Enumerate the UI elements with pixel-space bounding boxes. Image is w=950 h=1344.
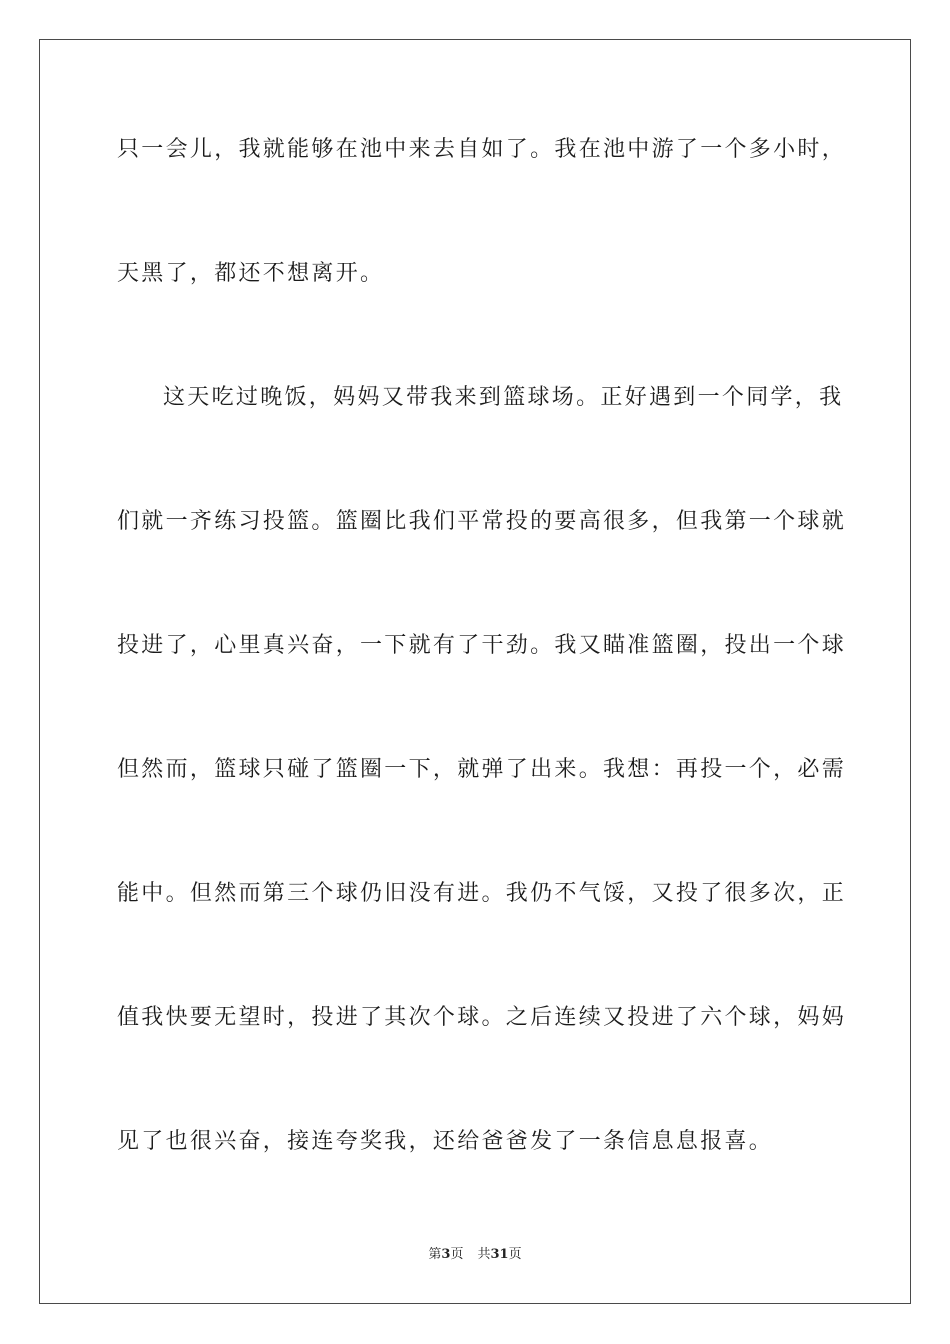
text-line-8: 值我快要无望时，投进了其次个球。之后连续又投进了六个球，妈妈 xyxy=(117,1005,847,1030)
text-line-2: 天黑了，都还不想离开。 xyxy=(117,261,385,286)
page-border xyxy=(39,39,911,1304)
page-footer xyxy=(0,1246,950,1264)
text-line-3: 这天吃过晚饭，妈妈又带我来到篮球场。正好遇到一个同学，我 xyxy=(163,385,844,410)
text-line-1: 只一会儿，我就能够在池中来去自如了。我在池中游了一个多小时， xyxy=(117,137,847,162)
total-prefix: 共 xyxy=(477,1247,491,1262)
text-line-7: 能中。但然而第三个球仍旧没有进。我仍不气馁，又投了很多次，正 xyxy=(117,881,847,906)
text-line-4: 们就一齐练习投篮。篮圈比我们平常投的要高很多，但我第一个球就 xyxy=(117,509,847,534)
page-prefix: 第 xyxy=(428,1247,442,1262)
page-number: 3 xyxy=(441,1247,451,1262)
text-line-5: 投进了，心里真兴奋，一下就有了干劲。我又瞄准篮圈，投出一个球 xyxy=(117,633,847,658)
page-suffix: 页 xyxy=(450,1247,464,1262)
total-pages: 31 xyxy=(490,1247,509,1262)
total-suffix: 页 xyxy=(508,1247,522,1262)
text-line-6: 但然而，篮球只碰了篮圈一下，就弹了出来。我想：再投一个，必需 xyxy=(117,757,847,782)
text-line-9: 见了也很兴奋，接连夸奖我，还给爸爸发了一条信息息报喜。 xyxy=(117,1129,774,1154)
